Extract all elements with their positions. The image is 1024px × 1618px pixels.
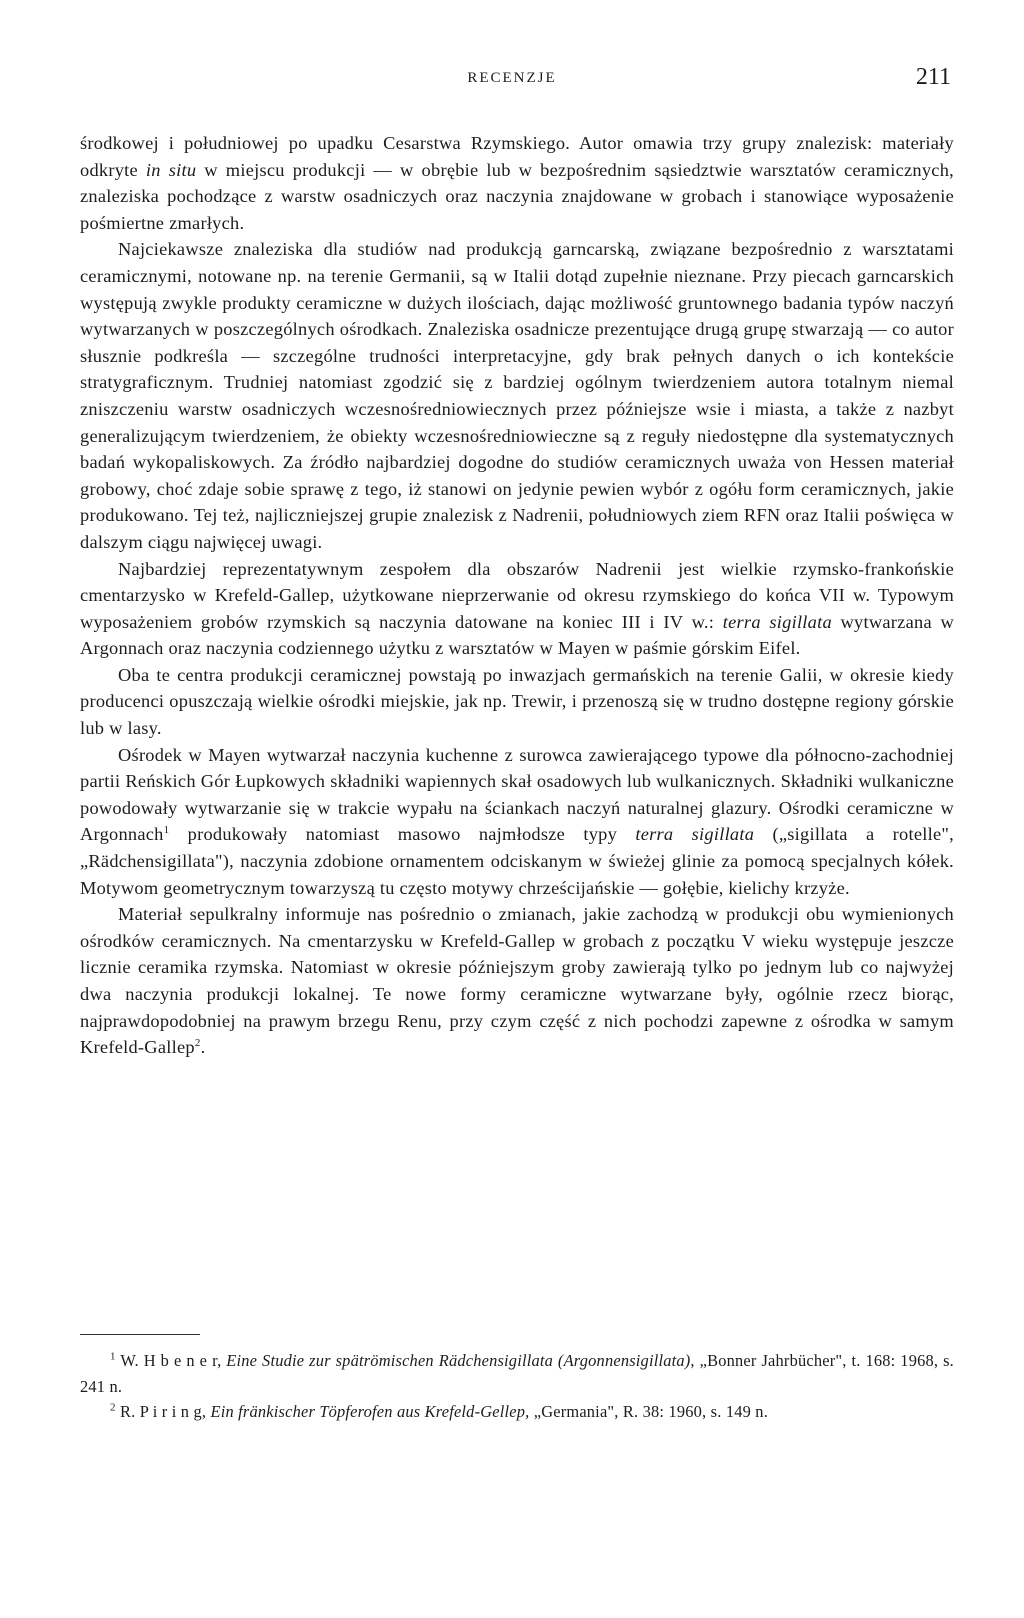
paragraph-1: środkowej i południowej po upadku Cesarstwa Rzymskiego. Autor omawia trzy grupy znalezisk: materiały odkryte in situ w miejscu produkcji — w obrębie lub w bezpośrednim sąsiedztwie warsztatów ceramicznych, znaleziska pochodzące z warstw osadniczych oraz naczynia znajdowane w grobach i stanowiące wyposażenie pośmiertne zmarłych. [80, 133, 954, 233]
footnote-citation: „Germania", R. 38: 1960, s. 149 n. [529, 1402, 768, 1421]
page-header [0, 64, 1024, 104]
footnote-ref-2[interactable]: 2 [194, 1037, 201, 1050]
footnotes [80, 1348, 954, 1425]
footnote-1 [80, 1348, 954, 1399]
footnote-citation: , „Bonner Jahrbücher", t. 168: 1968, s. 241 n. [80, 1351, 954, 1396]
paragraph-6: Materiał sepulkralny informuje nas pośrednio o zmianach, jakie zachodzą w produkcji obu wymienionych ośrodków ceramicznych. Na cmentarzysku w Krefeld-Gallep w grobach z początku V wieku występuje jeszcze licznie ceramika rzymska. Natomiast w okresie późniejszym groby zawierają tylko po jednym lub co najwyżej dwa naczynia produkcji lokalnej. Te nowe formy ceramiczne wytwarzane były, ogólnie rzecz biorąc, najprawdopodobniej na prawym brzegu Renu, przy czym część z nich pochodzi zapewne z ośrodka w samym Krefeld-Gallep$^2$. [80, 904, 954, 1058]
footnote-title: Ein fränkischer Töpferofen aus Krefeld-Gellep, [210, 1402, 530, 1421]
paragraph-5: Ośrodek w Mayen wytwarzał naczynia kuchenne z surowca zawierającego typowe dla północno-zachodniej partii Reńskich Gór Łupkowych składniki wapiennych skał osadowych lub wulkanicznych. Składniki wulkaniczne powodowały wytwarzanie się w trakcie wypału na ściankach naczyń naturalnej glazury. Ośrodki ceramiczne w Argonnach$^1$ produkowały natomiast masowo najmłodsze typy terra sigillata („sigillata a rotelle", „Rädchensigillata"), naczynia zdobione ornamentem odciskanym w świeżej glinie za pomocą specjalnych kółek. Motywom geometrycznym towarzyszą tu często motywy chrześcijańskie — gołębie, kielichy krzyże. [80, 744, 955, 898]
footnote-title: Eine Studie zur spätrömischen Rädchensigillata (Argonnensigillata) [226, 1351, 691, 1370]
paragraph-2: Najciekawsze znaleziska dla studiów nad produkcją garncarską, związane bezpośrednio z warsztatami ceramicznymi, notowane np. na terenie Germanii, są w Italii dotąd zupełnie nieznane. Przy piecach garncarskich występują zwykle produkty ceramiczne w dużych ilościach, dając możliwość gruntownego badania typów naczyń wytwarzanych w poszczególnych ośrodkach. Znaleziska osadnicze prezentujące drugą grupę stwarzają — co autor słusznie podkreśla — szczególne trudności interpretacyjne, gdy brak pełnych danych o ich kontekście stratygraficznym. Trudniej natomiast zgodzić się z bardziej ogólnym twierdzeniem autora totalnym niemal zniszczeniu warstw osadniczych wczesnośredniowiecznych przez późniejsze wsie i miasta, a także z nazbyt generalizującym twierdzeniem, że obiekty wczesnośredniowieczne są z reguły niedostępne dla systematycznych badań wykopaliskowych. Za źródło najbardziej dogodne do studiów ceramicznych uważa von Hessen materiał grobowy, choć zdaje sobie sprawę z tego, iż stanowi on jedynie pewien wybór z ogółu form ceramicznych, jakie produkowano. Tej też, najliczniejszej grupie znalezisk z Nadrenii, południowych ziem RFN oraz Italii poświęca w dalszym ciągu najwięcej uwagi. [80, 239, 954, 552]
footnote-2 [80, 1399, 954, 1425]
footnote-marker: 2 [110, 1401, 116, 1414]
footnote-marker: 1 [110, 1350, 116, 1363]
paragraph-3: Najbardziej reprezentatywnym zespołem dla obszarów Nadrenii jest wielkie rzymsko-frankońskie cmentarzysko w Krefeld-Gallep, użytkowane nieprzerwanie od okresu rzymskiego do końca VII w. Typowym wyposażeniem grobów rzymskich są naczynia datowane na koniec III i IV w.: terra sigillata wytwarzana w Argonnach oraz naczynia codziennego użytku z warsztatów w Mayen w paśmie górskim Eifel. [80, 558, 955, 659]
paragraph-4: Oba te centra produkcji ceramicznej powstają po inwazjach germańskich na terenie Galii, w okresie kiedy producenci opuszczają wielkie ośrodki miejskie, jak np. Trewir, i przenoszą się w trudno dostępne regiony górskie lub w lasy. [80, 664, 954, 739]
running-head: RECENZJE [467, 70, 557, 86]
footnote-ref-1[interactable]: 1 [163, 824, 170, 837]
footnote-author: R. P i r i n g, [120, 1402, 207, 1421]
footnote-divider [80, 1334, 200, 1335]
footnote-author: W. H b e n e r, [120, 1351, 222, 1370]
article-body [80, 130, 954, 1061]
page-number: 211 [915, 64, 951, 90]
